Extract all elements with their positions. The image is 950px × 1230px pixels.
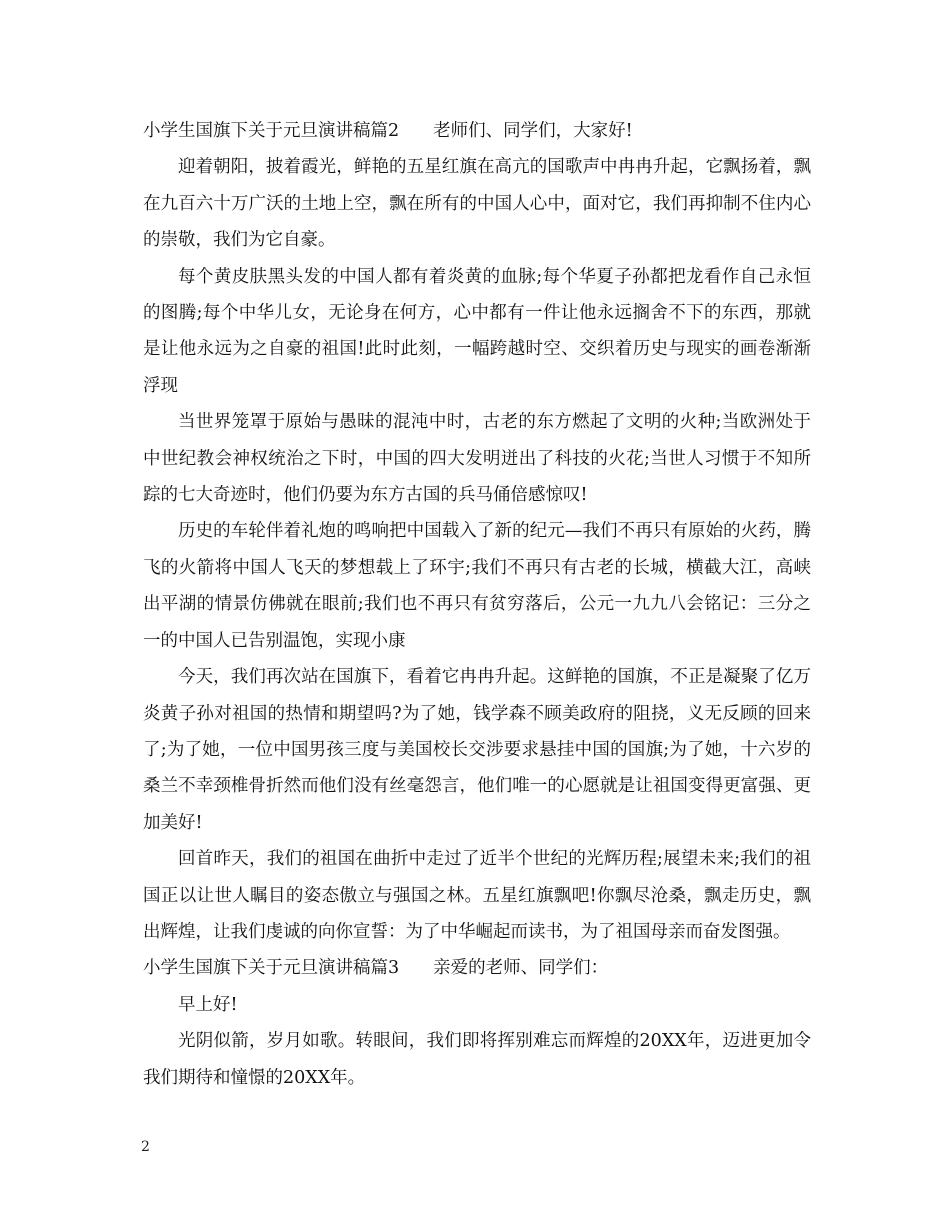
paragraph: 今天，我们再次站在国旗下，看着它冉冉升起。这鲜艳的国旗，不正是凝聚了亿万炎黄子孙对祖国的热情和期望吗?为了她，钱学森不顾美政府的阻挠，义无反顾的回来了;为了她，一位中国男孩三度与美国校长交涉要求悬挂中国的国旗;为了她，十六岁的桑兰不幸颈椎骨折然而他们没有丝毫怨言，他们唯一的心愿就是让祖国变得更富强、更加美好! [143, 667, 811, 833]
paragraph: 每个黄皮肤黑头发的中国人都有着炎黄的血脉;每个华夏子孙都把龙看作自己永恒的图腾;每个中华儿女，无论身在何方，心中都有一件让他永远搁舍不下的东西，那就是让他永远为之自豪的祖国!此时此刻，一幅跨越时空、交织着历史与现实的画卷渐渐浮现 [143, 266, 811, 396]
document-body [143, 113, 811, 1096]
greeting: 老师们、同学们，大家好! [433, 121, 633, 141]
paragraph: 回首昨天，我们的祖国在曲折中走过了近半个世纪的光辉历程;展望未来;我们的祖国正以让世人瞩目的姿态傲立与强国之林。五星红旗飘吧!你飘尽沧桑，飘走历史，飘出辉煌，让我们虔诚的向你宣誓：为了中华崛起而读书，为了祖国母亲而奋发图强。 [143, 849, 811, 942]
section-heading-line [143, 950, 811, 986]
greeting: 亲爱的老师、同学们： [433, 958, 609, 979]
paragraph: 早上好! [178, 994, 238, 1015]
paragraph: 当世界笼罩于原始与愚昧的混沌中时，古老的东方燃起了文明的火种;当欧洲处于中世纪教会神权统治之下时，中国的四大发明迸出了科技的火花;当世人习惯于不知所踪的七大奇迹时，他们仍要为东方古国的兵马俑倍感惊叹! [143, 412, 811, 506]
section-heading: 小学生国旗下关于元旦演讲稿篇2 [143, 121, 400, 141]
paragraph: 光阴似箭，岁月如歌。转眼间，我们即将挥别难忘而辉煌的20XX年，迈进更加令我们期待和憧憬的20XX年。 [143, 1031, 811, 1088]
section-heading-line [143, 113, 811, 149]
paragraph: 迎着朝阳，披着霞光，鲜艳的五星红旗在高亢的国歌声中冉冉升起，它飘扬着，飘在九百六十万广沃的土地上空，飘在所有的中国人心中，面对它，我们再抑制不住内心的崇敬，我们为它自豪。 [143, 157, 811, 251]
paragraph: 历史的车轮伴着礼炮的鸣响把中国载入了新的纪元—我们不再只有原始的火药，腾飞的火箭将中国人飞天的梦想载上了环宇;我们不再只有古老的长城，横截大江，高峡出平湖的情景仿佛就在眼前;我们也不再只有贫穷落后，公元一九九八会铭记：三分之一的中国人已告别温饱，实现小康 [143, 521, 811, 651]
page-number: 2 [141, 1139, 150, 1155]
section-heading: 小学生国旗下关于元旦演讲稿篇3 [143, 958, 400, 979]
